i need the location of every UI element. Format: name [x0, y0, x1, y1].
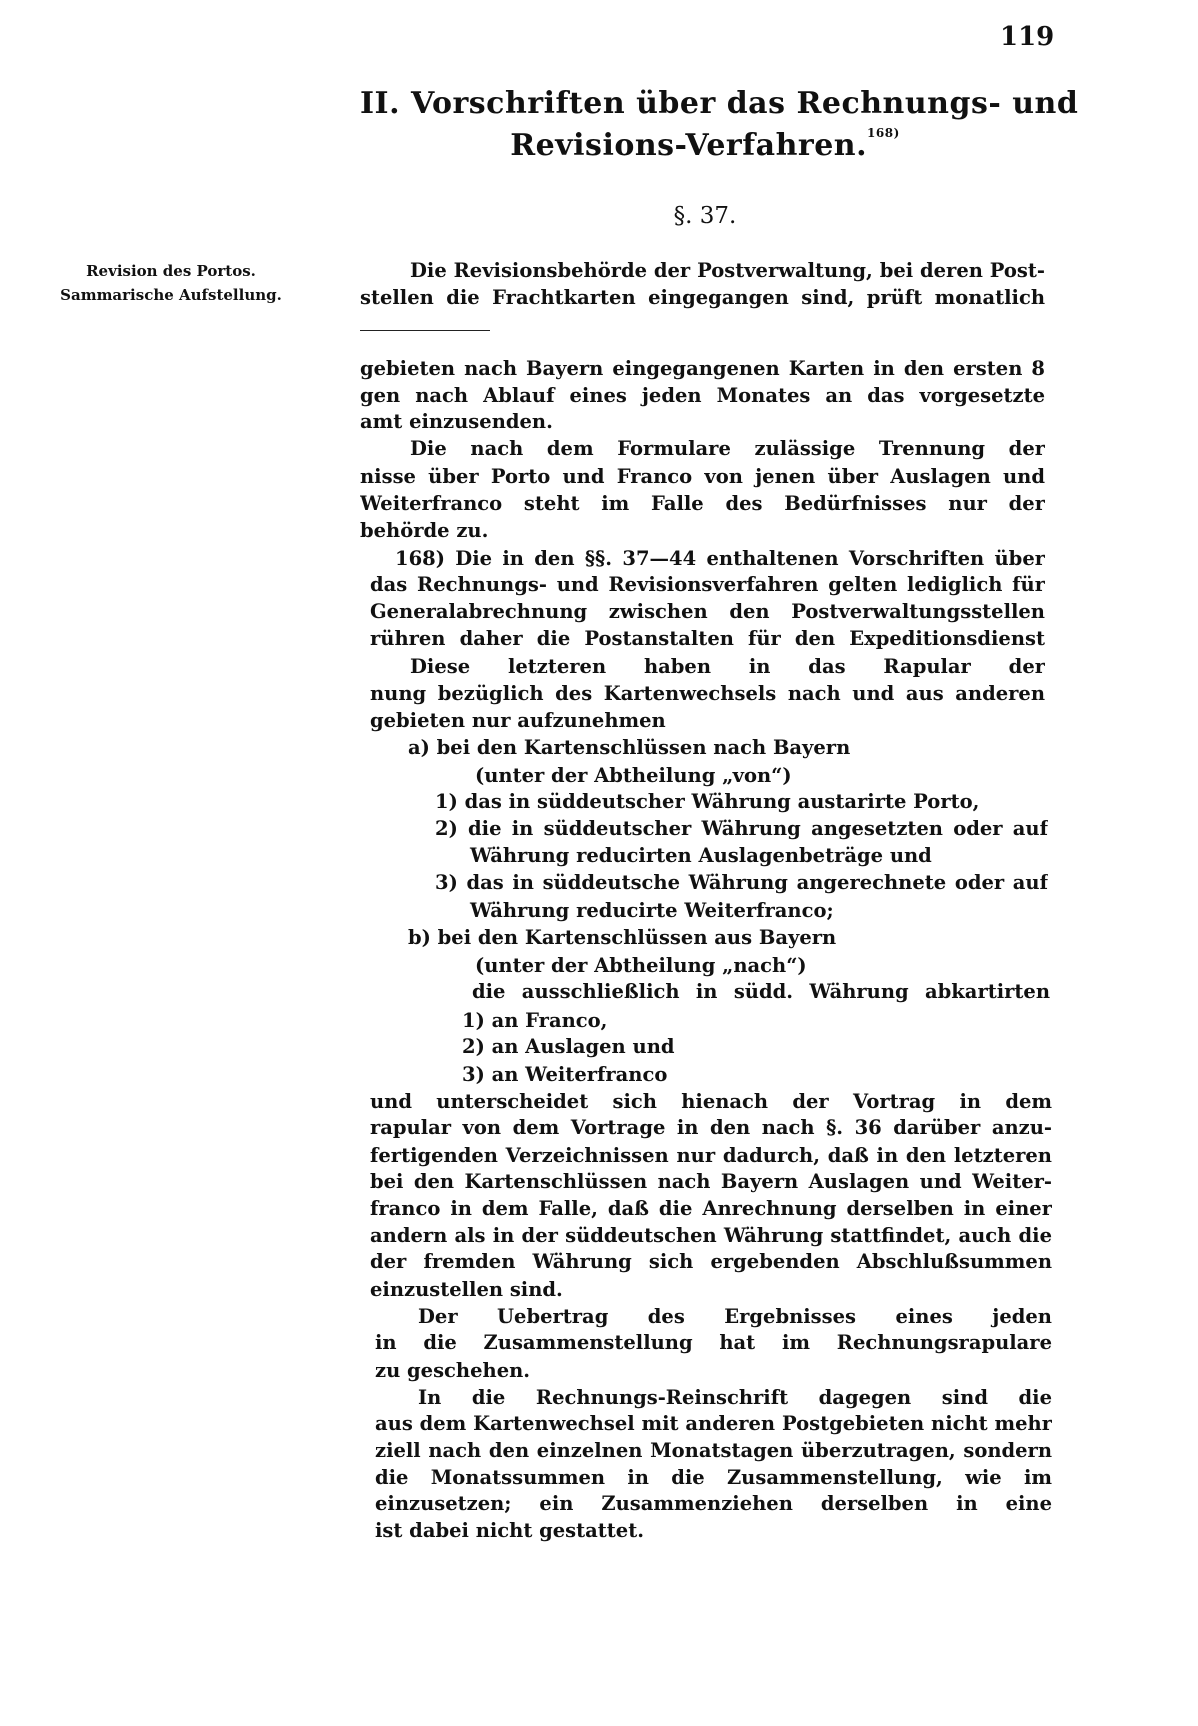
footnote-line: Diese letzteren haben in das Rapular der	[410, 655, 1045, 678]
footnote-line: Weiterfranco steht im Falle des Bedürfnisses nur der	[360, 492, 1045, 515]
body-text-line: Die Revisionsbehörde der Postverwaltung, bei deren Post-	[410, 259, 1045, 282]
footnote-line: 3) an Weiterfranco	[462, 1063, 668, 1086]
footnote-line: 1) an Franco,	[462, 1009, 608, 1032]
footnote-line: bei den Kartenschlüssen nach Bayern Auslagen und Weiter-	[370, 1170, 1052, 1193]
footnote-line: Der Uebertrag des Ergebnisses eines jeden	[418, 1305, 1052, 1328]
footnote-line: andern als in der süddeutschen Währung stattfindet, auch die	[370, 1224, 1052, 1247]
footnote-line: Generalabrechnung zwischen den Postverwaltungsstellen	[370, 600, 1045, 623]
footnote-line: aus dem Kartenwechsel mit anderen Postgebieten nicht mehr	[375, 1412, 1052, 1435]
footnote-line: die ausschließlich in südd. Währung abkartirten	[472, 980, 1050, 1003]
footnote-line: gen nach Ablauf eines jeden Monates an das vorgesetzte	[360, 384, 1045, 407]
footnote-line: Währung reducirten Auslagenbeträge und	[470, 844, 932, 867]
margin-note-line: Revision des Portos.	[86, 262, 256, 280]
footnote-line: zu geschehen.	[375, 1359, 531, 1382]
footnote-line: rühren daher die Postanstalten für den Expeditionsdienst	[370, 627, 1045, 650]
footnote-line: behörde zu.	[360, 519, 489, 542]
footnote-line: das Rechnungs- und Revisionsverfahren gelten lediglich für	[370, 573, 1045, 596]
footnote-line: a) bei den Kartenschlüssen nach Bayern	[408, 736, 851, 759]
footnote-reference: 168)	[867, 126, 900, 140]
footnote-line: nung bezüglich des Kartenwechsels nach und aus anderen	[370, 682, 1045, 705]
body-text-line: stellen die Frachtkarten eingegangen sind, prüft monatlich	[360, 286, 1045, 309]
footnote-line: amt einzusenden.	[360, 410, 553, 433]
footnote-line: gebieten nach Bayern eingegangenen Karten in den ersten 8	[360, 357, 1045, 380]
footnote-line: franco in dem Falle, daß die Anrechnung derselben in einer	[370, 1197, 1052, 1220]
footnote-line: (unter der Abtheilung „von“)	[475, 764, 792, 787]
footnote-line: 2) die in süddeutscher Währung angesetzten oder auf	[435, 817, 1048, 840]
footnote-separator	[360, 330, 490, 331]
footnote-line: einzusetzen; ein Zusammenziehen derselben in eine	[375, 1492, 1052, 1515]
section-number: §. 37.	[673, 203, 737, 229]
footnote-line: ist dabei nicht gestattet.	[375, 1519, 645, 1542]
page-number: 119	[1000, 22, 1055, 52]
footnote-line: und unterscheidet sich hienach der Vortrag in dem	[370, 1090, 1052, 1113]
footnote-line: der fremden Währung sich ergebenden Abschlußsummen	[370, 1250, 1052, 1273]
footnote-line: b) bei den Kartenschlüssen aus Bayern	[408, 926, 837, 949]
footnote-line: nisse über Porto und Franco von jenen über Auslagen und	[360, 465, 1045, 488]
footnote-line: 2) an Auslagen und	[462, 1035, 675, 1058]
footnote-line: 3) das in süddeutsche Währung angerechnete oder auf	[435, 871, 1048, 894]
footnote-line: die Monatssummen in die Zusammenstellung, wie im	[375, 1466, 1052, 1489]
footnote-line: einzustellen sind.	[370, 1278, 563, 1301]
footnote-line: In die Rechnungs-Reinschrift dagegen sind die	[418, 1386, 1052, 1409]
footnote-line: in die Zusammenstellung hat im Rechnungsrapulare	[375, 1331, 1052, 1354]
footnote-line: 168) Die in den §§. 37—44 enthaltenen Vorschriften über	[395, 547, 1045, 570]
footnote-line: (unter der Abtheilung „nach“)	[475, 954, 807, 977]
footnote-line: Währung reducirte Weiterfranco;	[470, 899, 834, 922]
footnote-line: rapular von dem Vortrage in den nach §. 36 darüber anzu-	[370, 1116, 1052, 1139]
margin-note-line: Sammarische Aufstellung.	[60, 286, 282, 304]
footnote-line: 1) das in süddeutscher Währung austarirte Porto,	[435, 790, 980, 813]
footnote-line: Die nach dem Formulare zulässige Trennung der	[410, 437, 1045, 460]
footnote-line: ziell nach den einzelnen Monatstagen überzutragen, sondern	[375, 1439, 1052, 1462]
chapter-heading-line-2	[360, 128, 1050, 163]
heading-text: Revisions-Verfahren.	[510, 128, 868, 163]
footnote-line: fertigenden Verzeichnissen nur dadurch, daß in den letzteren	[370, 1144, 1052, 1167]
footnote-line: gebieten nur aufzunehmen	[370, 709, 666, 732]
chapter-heading-line-1: II. Vorschriften über das Rechnungs- und	[360, 86, 1079, 121]
